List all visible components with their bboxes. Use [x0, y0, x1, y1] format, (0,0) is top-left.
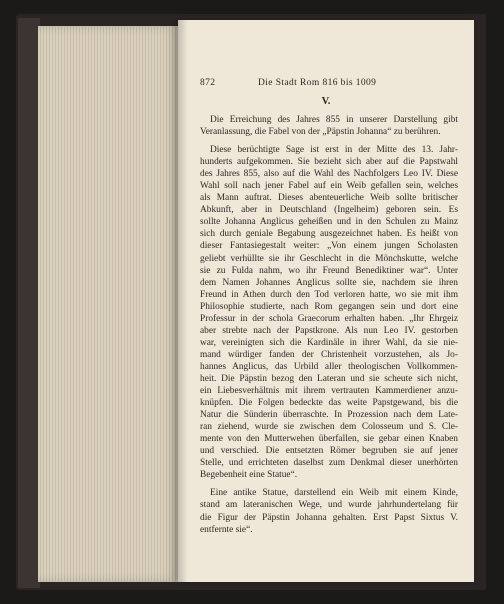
text-line: Eine antike Statue, darstellend ein Weib mit einem Kinde,	[210, 488, 458, 499]
text-line: Wahl soll nach jener Fabel auf ein Weib gefallen sein, welches	[200, 181, 458, 192]
running-title: Die Stadt Rom 816 bis 1009	[258, 78, 377, 88]
text-line: Philosophie studierte, nach Rom gegangen sein und dort eine	[200, 301, 458, 312]
text-line: Diese berüchtigte Sage ist erst in der Mitte des 13. Jahr-	[210, 145, 458, 156]
section-heading: V.	[321, 96, 331, 107]
text-line: Die Erreichung des Jahres 855 in unserer Darstellung gibt	[210, 115, 458, 125]
text-line: Natur die Sünderin überraschte. In Prozession nach dem Late-	[200, 410, 458, 421]
text-line: hannes Anglicus, das Urbild aller theologischen Vollkommen-	[200, 361, 458, 372]
paragraph	[200, 487, 458, 535]
text-line: sich durch geniale Begabung ausgezeichnet haben. Es heißt von	[200, 229, 458, 240]
text-line: stand am lateranischen Wege, und wurde jahrhundertelang für	[200, 500, 458, 511]
book-cover-edge	[18, 18, 40, 588]
page-number: 872	[200, 78, 216, 88]
text-line: mente von den Mutterwehen überfallen, sie gebar einen Knaben	[200, 434, 458, 445]
text-line: Begebenheit eine Statue“.	[200, 470, 298, 481]
text-line: als Mann auftrat. Dieses abenteuerliche Weib sollte britischer	[200, 193, 458, 204]
page-stack-edges	[38, 26, 178, 582]
paragraph	[200, 144, 458, 481]
text-line: Professur in der schola Graecorum erhalten haben. „Ihr Ehrgeiz	[200, 313, 458, 324]
text-line: Stelle, und errichteten daselbst zum Denkmal dieser unerhörten	[200, 458, 458, 469]
paragraph	[200, 114, 458, 138]
text-line: aber strebte nach der Papstkrone. Als nun Leo IV. gestorben	[200, 325, 458, 336]
text-line: die Figur der Päpstin Johanna gehalten. Erst Papst Sixtus V.	[200, 512, 458, 523]
text-line: entfernte sie“.	[200, 524, 253, 535]
text-line: Veranlassung, die Fabel von der „Päpstin Johanna“ zu berühren.	[200, 127, 441, 138]
text-line: sollte Johanna Anglicus geheißen und in den Schulen zu Mainz	[200, 217, 458, 228]
text-line: dem Namen Johannes Anglicus sollte sie, nachdem sie ihren	[200, 277, 458, 288]
page-gutter-shadow	[178, 20, 188, 582]
text-line: hunderts aufgekommen. Sie bezieht sich aber auf die Papstwahl	[200, 157, 458, 168]
text-line: ran ziehend, wurde sie zwischen dem Colosseum und S. Cle-	[200, 422, 458, 433]
text-line: und verschied. Die entsetzten Römer begruben sie auf jener	[200, 446, 458, 457]
text-line: sie zu Fulda nahm, wo ihr Freund Benediktiner war“. Unter	[200, 265, 458, 276]
text-line: ein Liebesverhältnis mit ihrem vertrauten Kammerdiener anzu-	[200, 386, 458, 397]
text-line: Abkunft, aber in Deutschland (Ingelheim) geboren sein. Es	[200, 205, 458, 216]
text-line: dieser Fantasiegestalt weiter: „Von einem jungen Scholasten	[200, 241, 458, 252]
text-line: knüpfen. Die Folgen bedeckte das weite Papstgewand, bis die	[200, 398, 458, 409]
text-line: mand würdiger fanden der Christenheit vorzustehen, als Jo-	[200, 349, 458, 360]
text-line: des Jahres 855, also auf die Wahl des Nachfolgers Leo IV. Diese	[200, 169, 458, 180]
text-line: heit. Die Päpstin bezog den Lateran und sie scheute sich nicht,	[200, 373, 458, 384]
book-page	[178, 20, 474, 582]
body-text	[200, 114, 458, 542]
text-line: Freund in Athen durch den Tod verloren hatte, wo sie mit ihm	[200, 289, 458, 300]
text-line: war, vereinigten sich die Kardinäle in ihrer Wahl, da sie nie-	[200, 337, 458, 348]
text-line: geliebt verhüllte sie ihr Geschlecht in die Mönchskutte, welche	[200, 253, 458, 264]
page-header	[200, 78, 460, 92]
